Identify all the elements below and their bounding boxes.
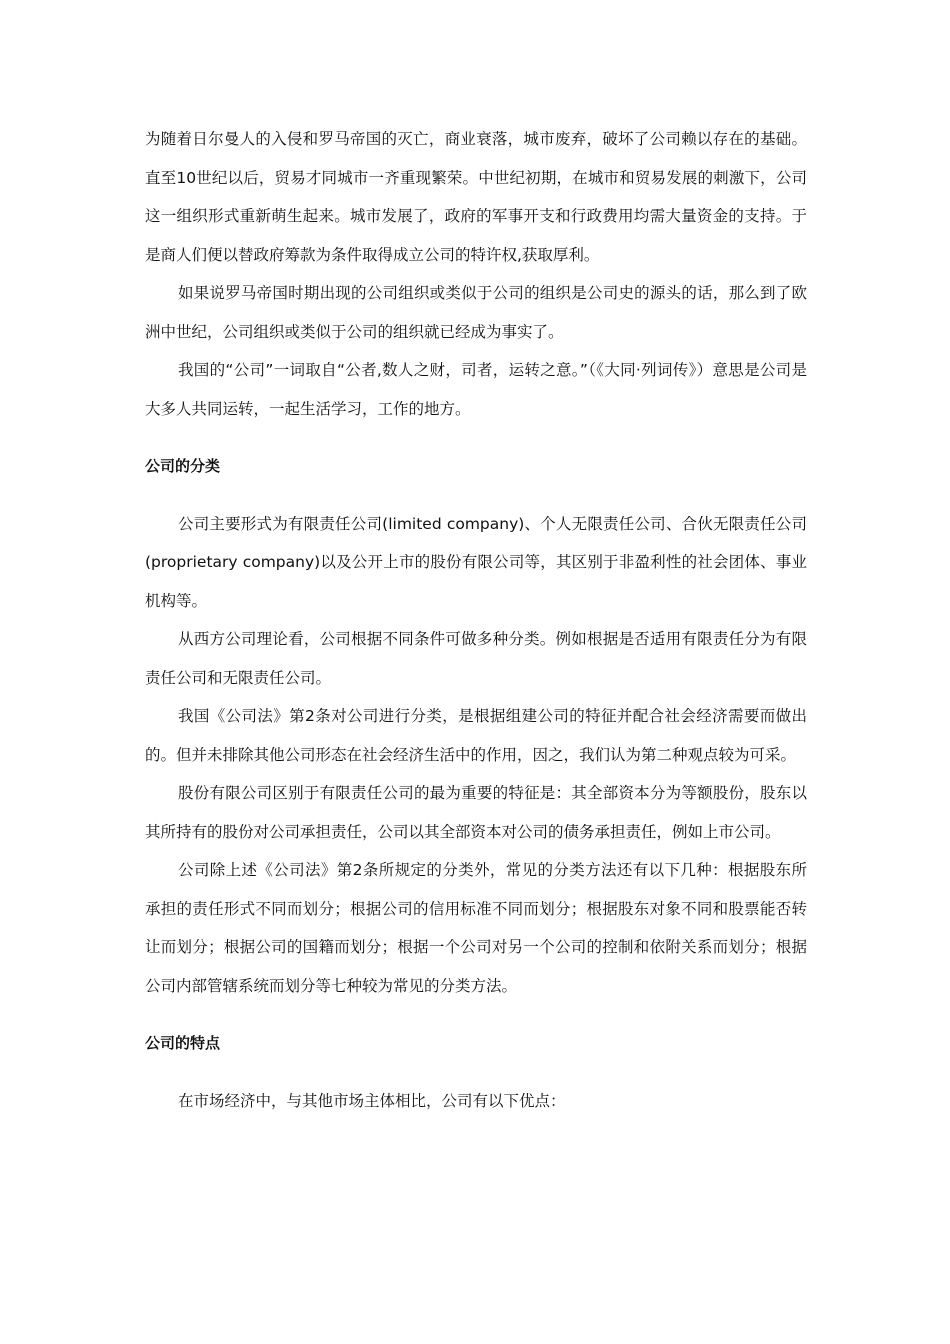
classification-paragraph-4: 股份有限公司区别于有限责任公司的最为重要的特征是：其全部资本分为等额股份，股东以其所持有的股份对公司承担责任，公司以其全部资本对公司的债务承担责任，例如上市公司。: [145, 784, 807, 841]
features-heading: 公司的特点: [145, 1034, 221, 1052]
document-page: [145, 120, 807, 1120]
features-paragraph-1: 在市场经济中，与其他市场主体相比，公司有以下优点：: [178, 1091, 566, 1110]
intro-paragraph-3: 我国的“公司”一词取自“公者,数人之财，司者，运转之意。”（《大同·列词传》）意思是公司是大多人共同运转，一起生活学习，工作的地方。: [145, 361, 807, 418]
classification-paragraph-3: 我国《公司法》第2条对公司进行分类，是根据组建公司的特征并配合社会经济需要而做出的。但并未排除其他公司形态在社会经济生活中的作用，因之，我们认为第二种观点较为可采。: [145, 707, 807, 764]
intro-paragraph-1: 为随着日尔曼人的入侵和罗马帝国的灭亡，商业衰落，城市废弃，破坏了公司赖以存在的基础。直至10世纪以后，贸易才同城市一齐重现繁荣。中世纪初期，在城市和贸易发展的刺激下，公司这一组织形式重新萌生起来。城市发展了，政府的军事开支和行政费用均需大量资金的支持。于是商人们便以替政府筹款为条件取得成立公司的特许权,获取厚利。: [145, 130, 807, 264]
classification-paragraph-5: 公司除上述《公司法》第2条所规定的分类外，常见的分类方法还有以下几种：根据股东所承担的责任形式不同而划分；根据公司的信用标准不同而划分；根据股东对象不同和股票能否转让而划分；根据公司的国籍而划分；根据一个公司对另一个公司的控制和依附关系而划分；根据公司内部管辖系统而划分等七种较为常见的分类方法。: [145, 861, 807, 995]
classification-paragraph-1: 公司主要形式为有限责任公司(limited company)、个人无限责任公司、合伙无限责任公司(proprietary company)以及公开上市的股份有限公司等，其区别于非盈利性的社会团体、事业机构等。: [145, 514, 807, 610]
classification-heading: 公司的分类: [145, 457, 221, 475]
classification-paragraph-2: 从西方公司理论看，公司根据不同条件可做多种分类。例如根据是否适用有限责任分为有限责任公司和无限责任公司。: [145, 630, 807, 687]
intro-paragraph-2: 如果说罗马帝国时期出现的公司组织或类似于公司的组织是公司史的源头的话，那么到了欧洲中世纪，公司组织或类似于公司的组织就已经成为事实了。: [145, 284, 807, 341]
